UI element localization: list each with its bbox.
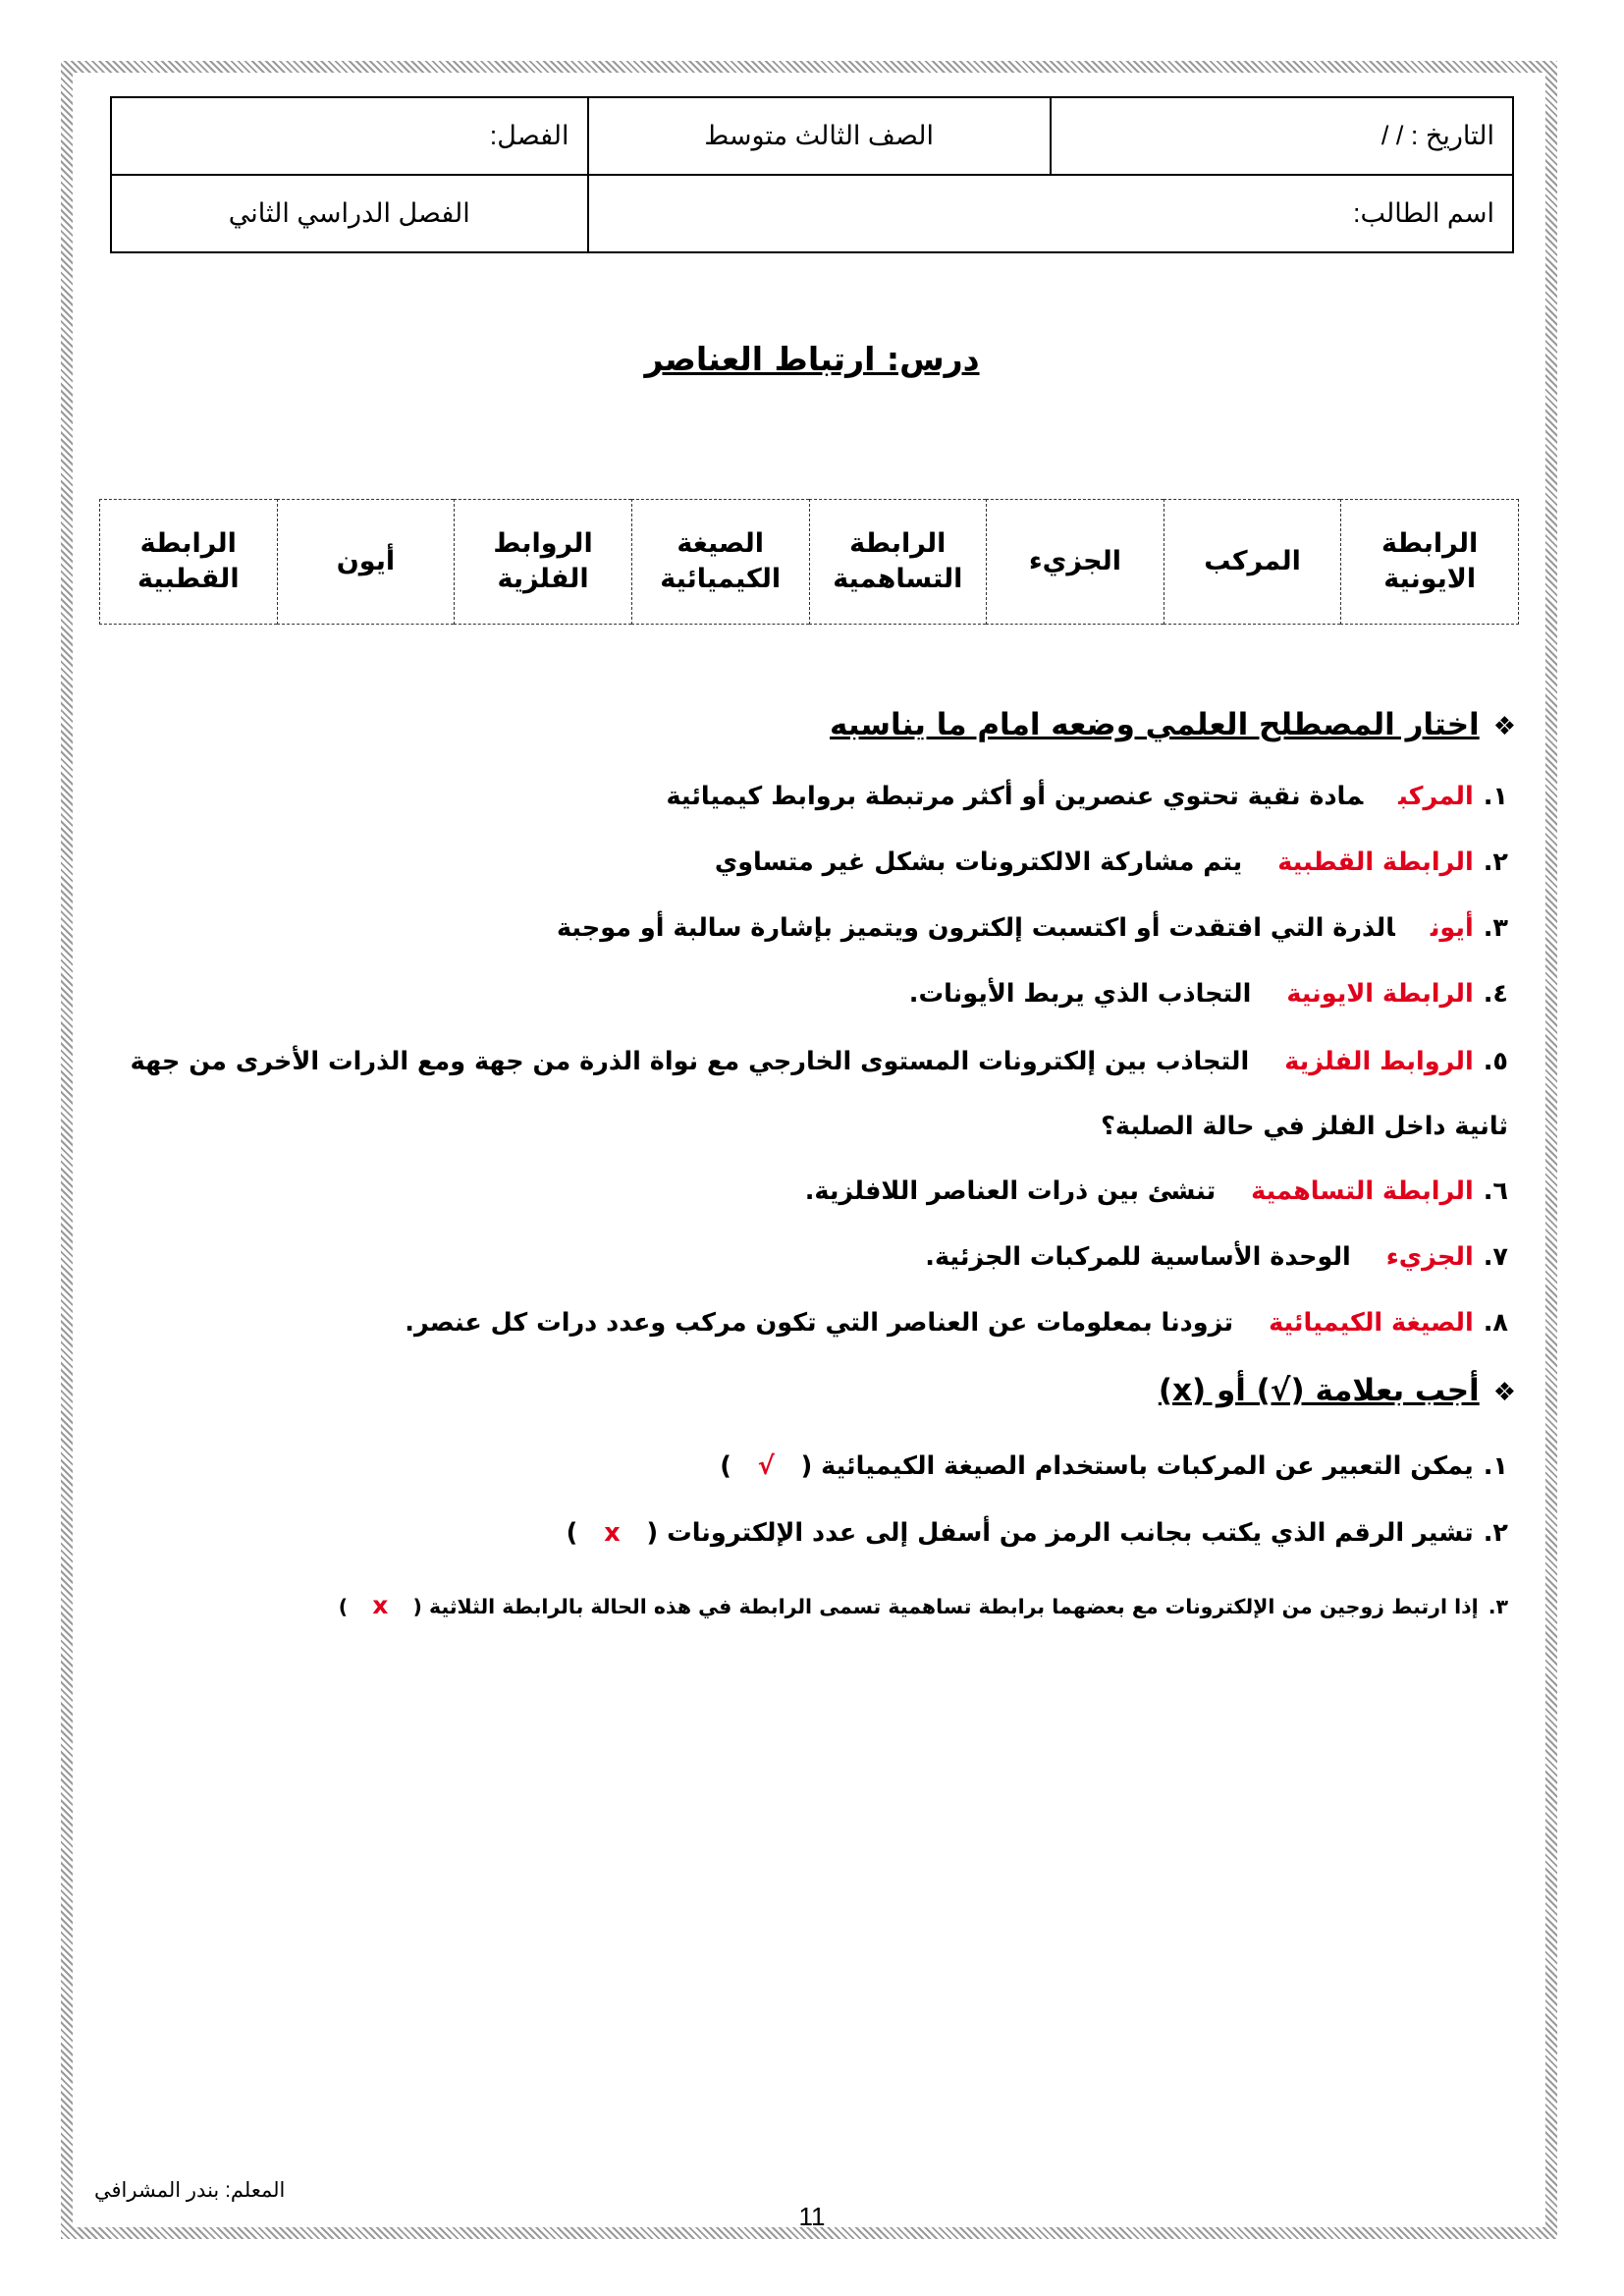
- list-item: ٤.الرابطة الايونيةالتجاذب الذي يربط الأيونات.: [908, 979, 1508, 1009]
- answer-text: المركب: [1398, 782, 1474, 811]
- term-cell: الرابطة الايونية: [1341, 500, 1519, 625]
- term-cell: أيون: [277, 500, 455, 625]
- answer-mark: x: [372, 1591, 389, 1619]
- answer-text: الجزيء: [1385, 1242, 1474, 1272]
- list-item: ٨.الصيغة الكيميائيةتزودنا بمعلومات عن العناصر التي تكون مركب وعدد درات كل عنصر.: [405, 1308, 1508, 1338]
- term-cell: الصيغة الكيميائية: [631, 500, 809, 625]
- term-cell: الرابطة التساهمية: [809, 500, 987, 625]
- answer-mark: √: [757, 1451, 775, 1481]
- list-item: ٦.الرابطة التساهميةتنشئ بين ذرات العناصر اللافلزية.: [804, 1176, 1508, 1206]
- grade-field: الصف الثالث متوسط: [588, 97, 1051, 175]
- list-item: ١.يمكن التعبير عن المركبات باستخدام الصيغة الكيميائية ( √ ): [720, 1451, 1508, 1481]
- answer-text: الرابطة الايونية: [1286, 979, 1474, 1009]
- list-item: ٥.الروابط الفلزيةالتجاذب بين إلكترونات المستوى الخارجي مع نواة الذرة من جهة ومع الذرات الأخرى من جهة ثانية داخل الفلز في حالة الصلبة؟: [130, 1047, 1508, 1141]
- diamond-bullet-icon: ❖: [1492, 1378, 1516, 1407]
- date-field: التاريخ : / /: [1051, 97, 1513, 175]
- class-field: الفصل:: [111, 97, 588, 175]
- lesson-title: درس: ارتباط العناصر: [644, 340, 980, 378]
- answer-text: الرابطة التساهمية: [1251, 1176, 1474, 1206]
- answer-mark: x: [604, 1518, 621, 1548]
- student-name-field: اسم الطالب:: [588, 175, 1513, 252]
- diamond-bullet-icon: ❖: [1492, 712, 1516, 741]
- terms-table: [99, 499, 1519, 625]
- term-cell: الجزيء: [987, 500, 1164, 625]
- answer-text: الرابطة القطبية: [1277, 847, 1474, 877]
- list-item: ٢.الرابطة القطبيةيتم مشاركة الالكترونات بشكل غير متساوي: [714, 847, 1508, 877]
- list-item: ٣.إذا ارتبط زوجين من الإلكترونات مع بعضهما برابطة تساهمية تسمى الرابطة في هذه الحالة بالرابطة الثلاثية ( x ): [338, 1591, 1508, 1619]
- answer-text: أيون: [1430, 913, 1474, 943]
- header-table: [110, 96, 1514, 253]
- list-item: ٣.أيونالذرة التي افتقدت أو اكتسبت إلكترون ويتميز بإشارة سالبة أو موجبة: [556, 913, 1508, 943]
- section-heading: ❖اختار المصطلح العلمي وضعه امام ما يناسبه: [830, 707, 1516, 742]
- list-item: ٧.الجزيءالوحدة الأساسية للمركبات الجزئية.: [925, 1242, 1508, 1272]
- page-number: 11: [798, 2202, 826, 2231]
- list-item: ٢.تشير الرقم الذي يكتب بجانب الرمز من أسفل إلى عدد الإلكترونات ( x ): [566, 1518, 1508, 1548]
- term-cell: الرابطة القطبية: [100, 500, 278, 625]
- section-heading: ❖أجب بعلامة (√) أو (x): [1158, 1373, 1516, 1408]
- term-cell: المركب: [1164, 500, 1341, 625]
- list-item: ١.المركبمادة نقية تحتوي عنصرين أو أكثر مرتبطة بروابط كيميائية: [666, 782, 1508, 811]
- teacher-name: المعلم: بندر المشرافي: [94, 2179, 286, 2202]
- answer-text: الروابط الفلزية: [1284, 1047, 1474, 1076]
- term-cell: الروابط الفلزية: [455, 500, 632, 625]
- answer-text: الصيغة الكيميائية: [1269, 1308, 1474, 1338]
- semester-field: الفصل الدراسي الثاني: [111, 175, 588, 252]
